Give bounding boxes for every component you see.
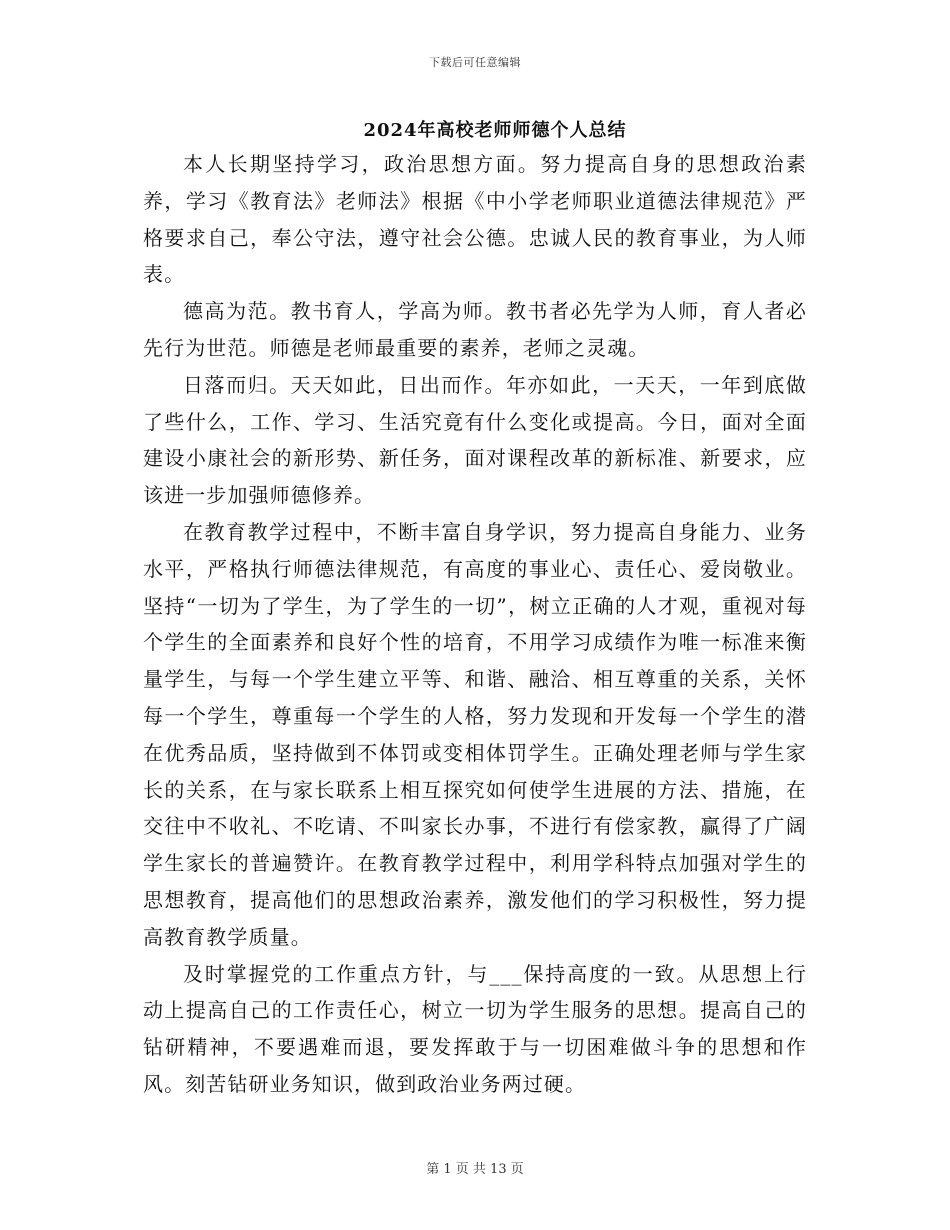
paragraph-4: 在教育教学过程中，不断丰富自身学识，努力提高自身能力、业务水平，严格执行师德法律规范，有高度的事业心、责任心、爱岗敬业。坚持“一切为了学生，为了学生的一切”，树立正确的人才观，重视对每个学生的全面素养和良好个性的培育，不用学习成绩作为唯一标准来衡量学生，与每一个学生建立平等、和谐、融洽、相互尊重的关系，关怀每一个学生，尊重每一个学生的人格，努力发现和开发每一个学生的潜在优秀品质，坚持做到不体罚或变相体罚学生。正确处理老师与学生家长的关系，在与家长联系上相互探究如何使学生进展的方法、措施，在交往中不收礼、不吃请、不叫家长办事，不进行有偿家教，赢得了广阔学生家长的普遍赞许。在教育教学过程中，利用学科特点加强对学生的思想教育，提高他们的思想政治素养，激发他们的学习积极性，努力提高教育教学质量。: [143, 519, 807, 949]
paragraph-1: 本人长期坚持学习，政治思想方面。努力提高自身的思想政治素养，学习《教育法》老师法》根据《中小学老师职业道德法律规范》严格要求自己，奉公守法，遵守社会公德。忠诚人民的教育事业，为人师表。: [143, 152, 807, 287]
document-title: 2024年高校老师师德个人总结: [363, 120, 627, 141]
header-note: 下载后可任意编辑: [429, 56, 521, 69]
paragraph-5: 及时掌握党的工作重点方针，与___保持高度的一致。从思想上行动上提高自己的工作责任心，树立一切为学生服务的思想。提高自己的钻研精神，不要遇难而退，要发挥敢于与一切困难做斗争的思想和作风。刻苦钻研业务知识，做到政治业务两过硬。: [143, 961, 807, 1096]
paragraph-2: 德高为范。教书育人，学高为师。教书者必先学为人师，育人者必先行为世范。师德是老师最重要的素养，老师之灵魂。: [143, 299, 807, 360]
paragraph-3: 日落而归。天天如此，日出而作。年亦如此，一天天，一年到底做了些什么，工作、学习、生活究竟有什么变化或提高。今日，面对全面建设小康社会的新形势、新任务，面对课程改革的新标准、新要求，应该进一步加强师德修养。: [143, 372, 807, 508]
document-body: [143, 146, 807, 1103]
page-number-footer: 第 1 页 共 13 页: [426, 1162, 524, 1177]
